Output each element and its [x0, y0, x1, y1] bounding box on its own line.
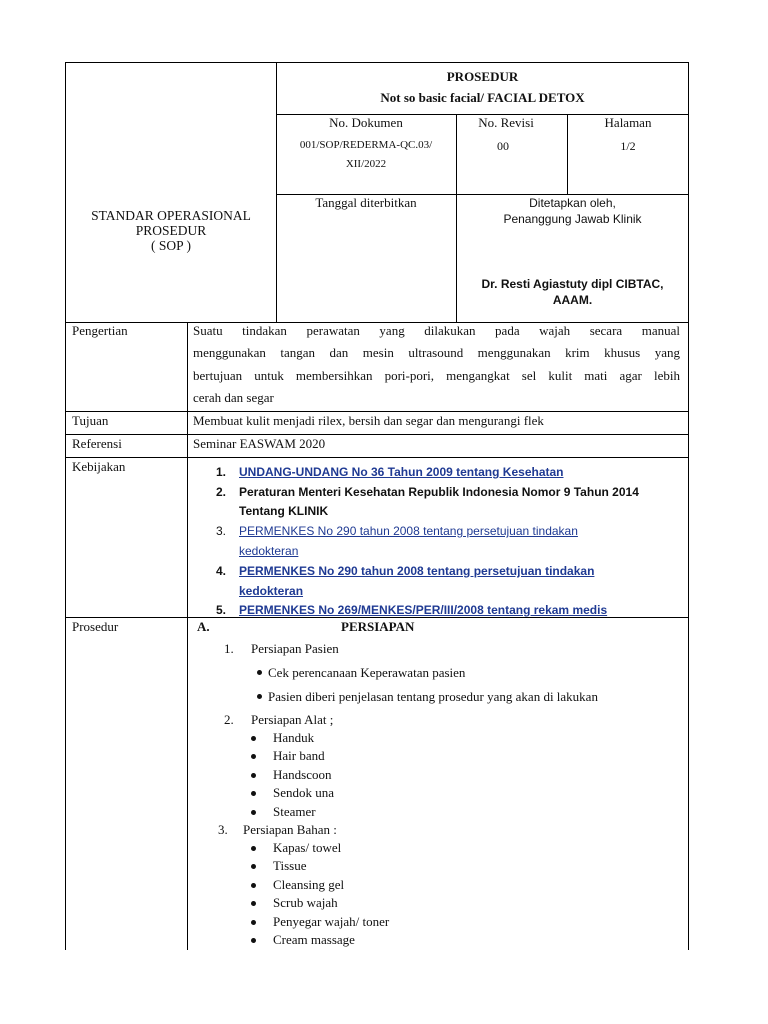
bullet-icon [251, 883, 256, 888]
sop-title-line: STANDAR OPERASIONAL [91, 208, 251, 223]
bullet-icon [251, 901, 256, 906]
sop-title-line: ( SOP ) [150, 238, 191, 253]
step-number: 3. [218, 822, 228, 837]
kebijakan-item-number: 4. [216, 564, 227, 578]
step-item: Scrub wajah [273, 895, 338, 910]
step-item: Hair band [273, 748, 325, 763]
halaman-label: Halaman [604, 115, 652, 130]
pengertian-text-line: cerah dan segar [193, 390, 274, 405]
tanggal-label: Tanggal diterbitkan [315, 195, 417, 210]
bullet-icon [251, 773, 256, 778]
step-number: 2. [224, 712, 234, 727]
pengertian-label: Pengertian [72, 323, 128, 338]
no-dokumen-value: XII/2022 [345, 158, 387, 170]
bullet-icon [251, 736, 256, 741]
ditetapkan-label: Penanggung Jawab Klinik [503, 212, 642, 226]
referensi-text: Seminar EASWAM 2020 [193, 436, 326, 451]
bullet-icon [251, 810, 256, 815]
sop-title-line: PROSEDUR [135, 223, 207, 238]
row-divider [65, 434, 689, 435]
step-item: Sendok una [273, 785, 335, 800]
step-item: Cream massage [273, 932, 355, 947]
kebijakan-link[interactable]: PERMENKES No 290 tahun 2008 tentang persetujuan tindakan [239, 524, 578, 538]
section-letter: A. [197, 619, 210, 634]
step-title: Persiapan Pasien [251, 641, 339, 656]
bullet-icon [251, 791, 256, 796]
kebijakan-link[interactable]: UNDANG-UNDANG No 36 Tahun 2009 tentang Kesehatan [239, 465, 564, 479]
tujuan-text: Membuat kulit menjadi rilex, bersih dan segar dan mengurangi flek [193, 413, 544, 428]
no-dokumen-label: No. Dokumen [329, 115, 403, 130]
procedure-title: PROSEDUR [446, 69, 519, 84]
step-item: Pasien diberi penjelasan tentang prosedur yang akan di lakukan [268, 689, 598, 704]
signatory-name: Dr. Resti Agiastuty dipl CIBTAC, [481, 277, 664, 291]
kebijakan-link[interactable]: PERMENKES No 269/MENKES/PER/III/2008 tentang rekam medis [239, 603, 608, 617]
ditetapkan-label: Ditetapkan oleh, [529, 196, 616, 210]
kebijakan-link[interactable]: PERMENKES No 290 tahun 2008 tentang persetujuan tindakan [239, 564, 595, 578]
bullet-icon [251, 754, 256, 759]
bullet-icon [251, 938, 256, 943]
prosedur-label: Prosedur [72, 619, 119, 634]
no-dokumen-value: 001/SOP/REDERMA-QC.03/ [299, 139, 433, 151]
step-item: Handuk [273, 730, 315, 745]
step-item: Handscoon [273, 767, 332, 782]
step-title: Persiapan Bahan : [243, 822, 337, 837]
kebijakan-item-number: 3. [216, 524, 227, 538]
tujuan-label: Tujuan [72, 413, 109, 428]
step-item: Cek perencanaan Keperawatan pasien [268, 665, 466, 680]
bullet-icon [251, 846, 256, 851]
signatory-name: AAAM. [552, 293, 593, 307]
step-item: Tissue [273, 858, 307, 873]
step-item: Cleansing gel [273, 877, 345, 892]
kebijakan-item-number: 1. [216, 465, 227, 479]
kebijakan-item-number: 2. [216, 485, 227, 499]
halaman-value: 1/2 [620, 139, 636, 153]
kebijakan-link[interactable]: kedokteran [239, 584, 304, 598]
kebijakan-item-text: Tentang KLINIK [239, 504, 329, 518]
row-divider [65, 457, 689, 458]
no-revisi-value: 00 [497, 139, 509, 153]
section-title: PERSIAPAN [341, 619, 415, 634]
bullet-icon [257, 694, 262, 699]
bullet-icon [251, 920, 256, 925]
kebijakan-label: Kebijakan [72, 459, 126, 474]
step-item: Kapas/ towel [273, 840, 342, 855]
row-divider [65, 411, 689, 412]
kebijakan-item-number: 5. [216, 603, 227, 617]
pengertian-text-line: bertujuan untuk membersihkan pori-pori, mengangkat sel kulit mati agar lebih [193, 368, 680, 383]
step-item: Penyegar wajah/ toner [273, 914, 390, 929]
step-number: 1. [224, 641, 234, 656]
procedure-subtitle: Not so basic facial/ FACIAL DETOX [380, 90, 585, 105]
bullet-icon [257, 670, 262, 675]
no-revisi-label: No. Revisi [478, 115, 534, 130]
pengertian-text-line: menggunakan tangan dan mesin ultrasound menggunakan krim khusus yang [193, 345, 680, 360]
referensi-label: Referensi [72, 436, 122, 451]
step-title: Persiapan Alat ; [251, 712, 334, 727]
body-column-divider [187, 322, 188, 950]
bullet-icon [251, 864, 256, 869]
pengertian-text-line: Suatu tindakan perawatan yang dilakukan pada wajah secara manual [193, 323, 680, 338]
kebijakan-item-text: Peraturan Menteri Kesehatan Republik Indonesia Nomor 9 Tahun 2014 [239, 485, 639, 499]
kebijakan-link[interactable]: kedokteran [239, 544, 299, 558]
step-item: Steamer [273, 804, 316, 819]
